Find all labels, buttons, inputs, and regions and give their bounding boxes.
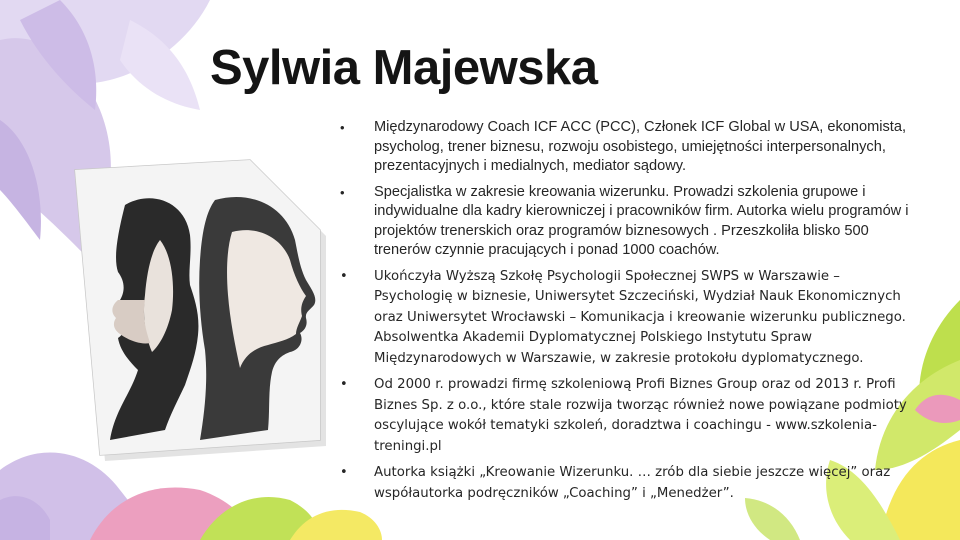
- bullet-text: Ukończyła Wyższą Szkołę Psychologii Społecznej SWPS w Warszawie – Psychologię w biznesie, Uniwersytet Szczeciński, Wydział Nauk Ekonomicznych oraz Uniwersytet Wrocławski – Komunikacja i kreowanie wizerunku publicznego. Absolwentka Akademii Dyplomatycznej Polskiego Instytutu Spraw Międzynarodowych w Warszawie, w zakresie protokołu dyplomatycznego.: [374, 268, 906, 366]
- bullet-text: Autorka książki „Kreowanie Wizerunku. … zrób dla siebie jeszcze więcej” oraz współautorka podręczników „Coaching” i „Menedżer”.: [374, 465, 891, 501]
- list-item: [340, 375, 910, 457]
- list-item: [340, 118, 910, 177]
- list-item: [340, 463, 910, 504]
- list-item: [340, 183, 910, 261]
- bullet-icon: •: [340, 184, 345, 200]
- bio-bullet-list: [340, 118, 910, 510]
- bullet-text: Specjalistka w zakresie kreowania wizerunku. Prowadzi szkolenia grupowe i indywidualne dla kadry kierowniczej i pracowników firm. Autorka wielu programów i projektów trenerskich oraz programów biznesowych . Przeszkoliła blisko 500 trenerów czynnie pracujących i ponad 1000 coachów.: [374, 183, 909, 258]
- bullet-icon: •: [340, 465, 348, 480]
- bullet-icon: •: [340, 120, 345, 135]
- list-item: [340, 267, 910, 370]
- bullet-text: Międzynarodowy Coach ICF ACC (PCC), Członek ICF Global w USA, ekonomista, psycholog, trener biznesu, rozwoju osobistego, umiejętności interpersonalnych, prezentacyjnych i medialnych, mediator sądowy.: [374, 119, 907, 174]
- portrait-photo: [0, 0, 340, 540]
- bullet-icon: •: [340, 268, 348, 284]
- bullet-text: Od 2000 r. prowadzi firmę szkoleniową Profi Biznes Group oraz od 2013 r. Profi Biznes Sp. z o.o., które stale rozwija tworząc również nowe powiązane podmioty oscylujące wokół tematyki szkoleń, doradztwa i coachingu - www.szkolenia-treningi.pl: [374, 377, 907, 454]
- bullet-icon: •: [340, 377, 348, 392]
- page-title: Sylwia Majewska: [210, 41, 598, 95]
